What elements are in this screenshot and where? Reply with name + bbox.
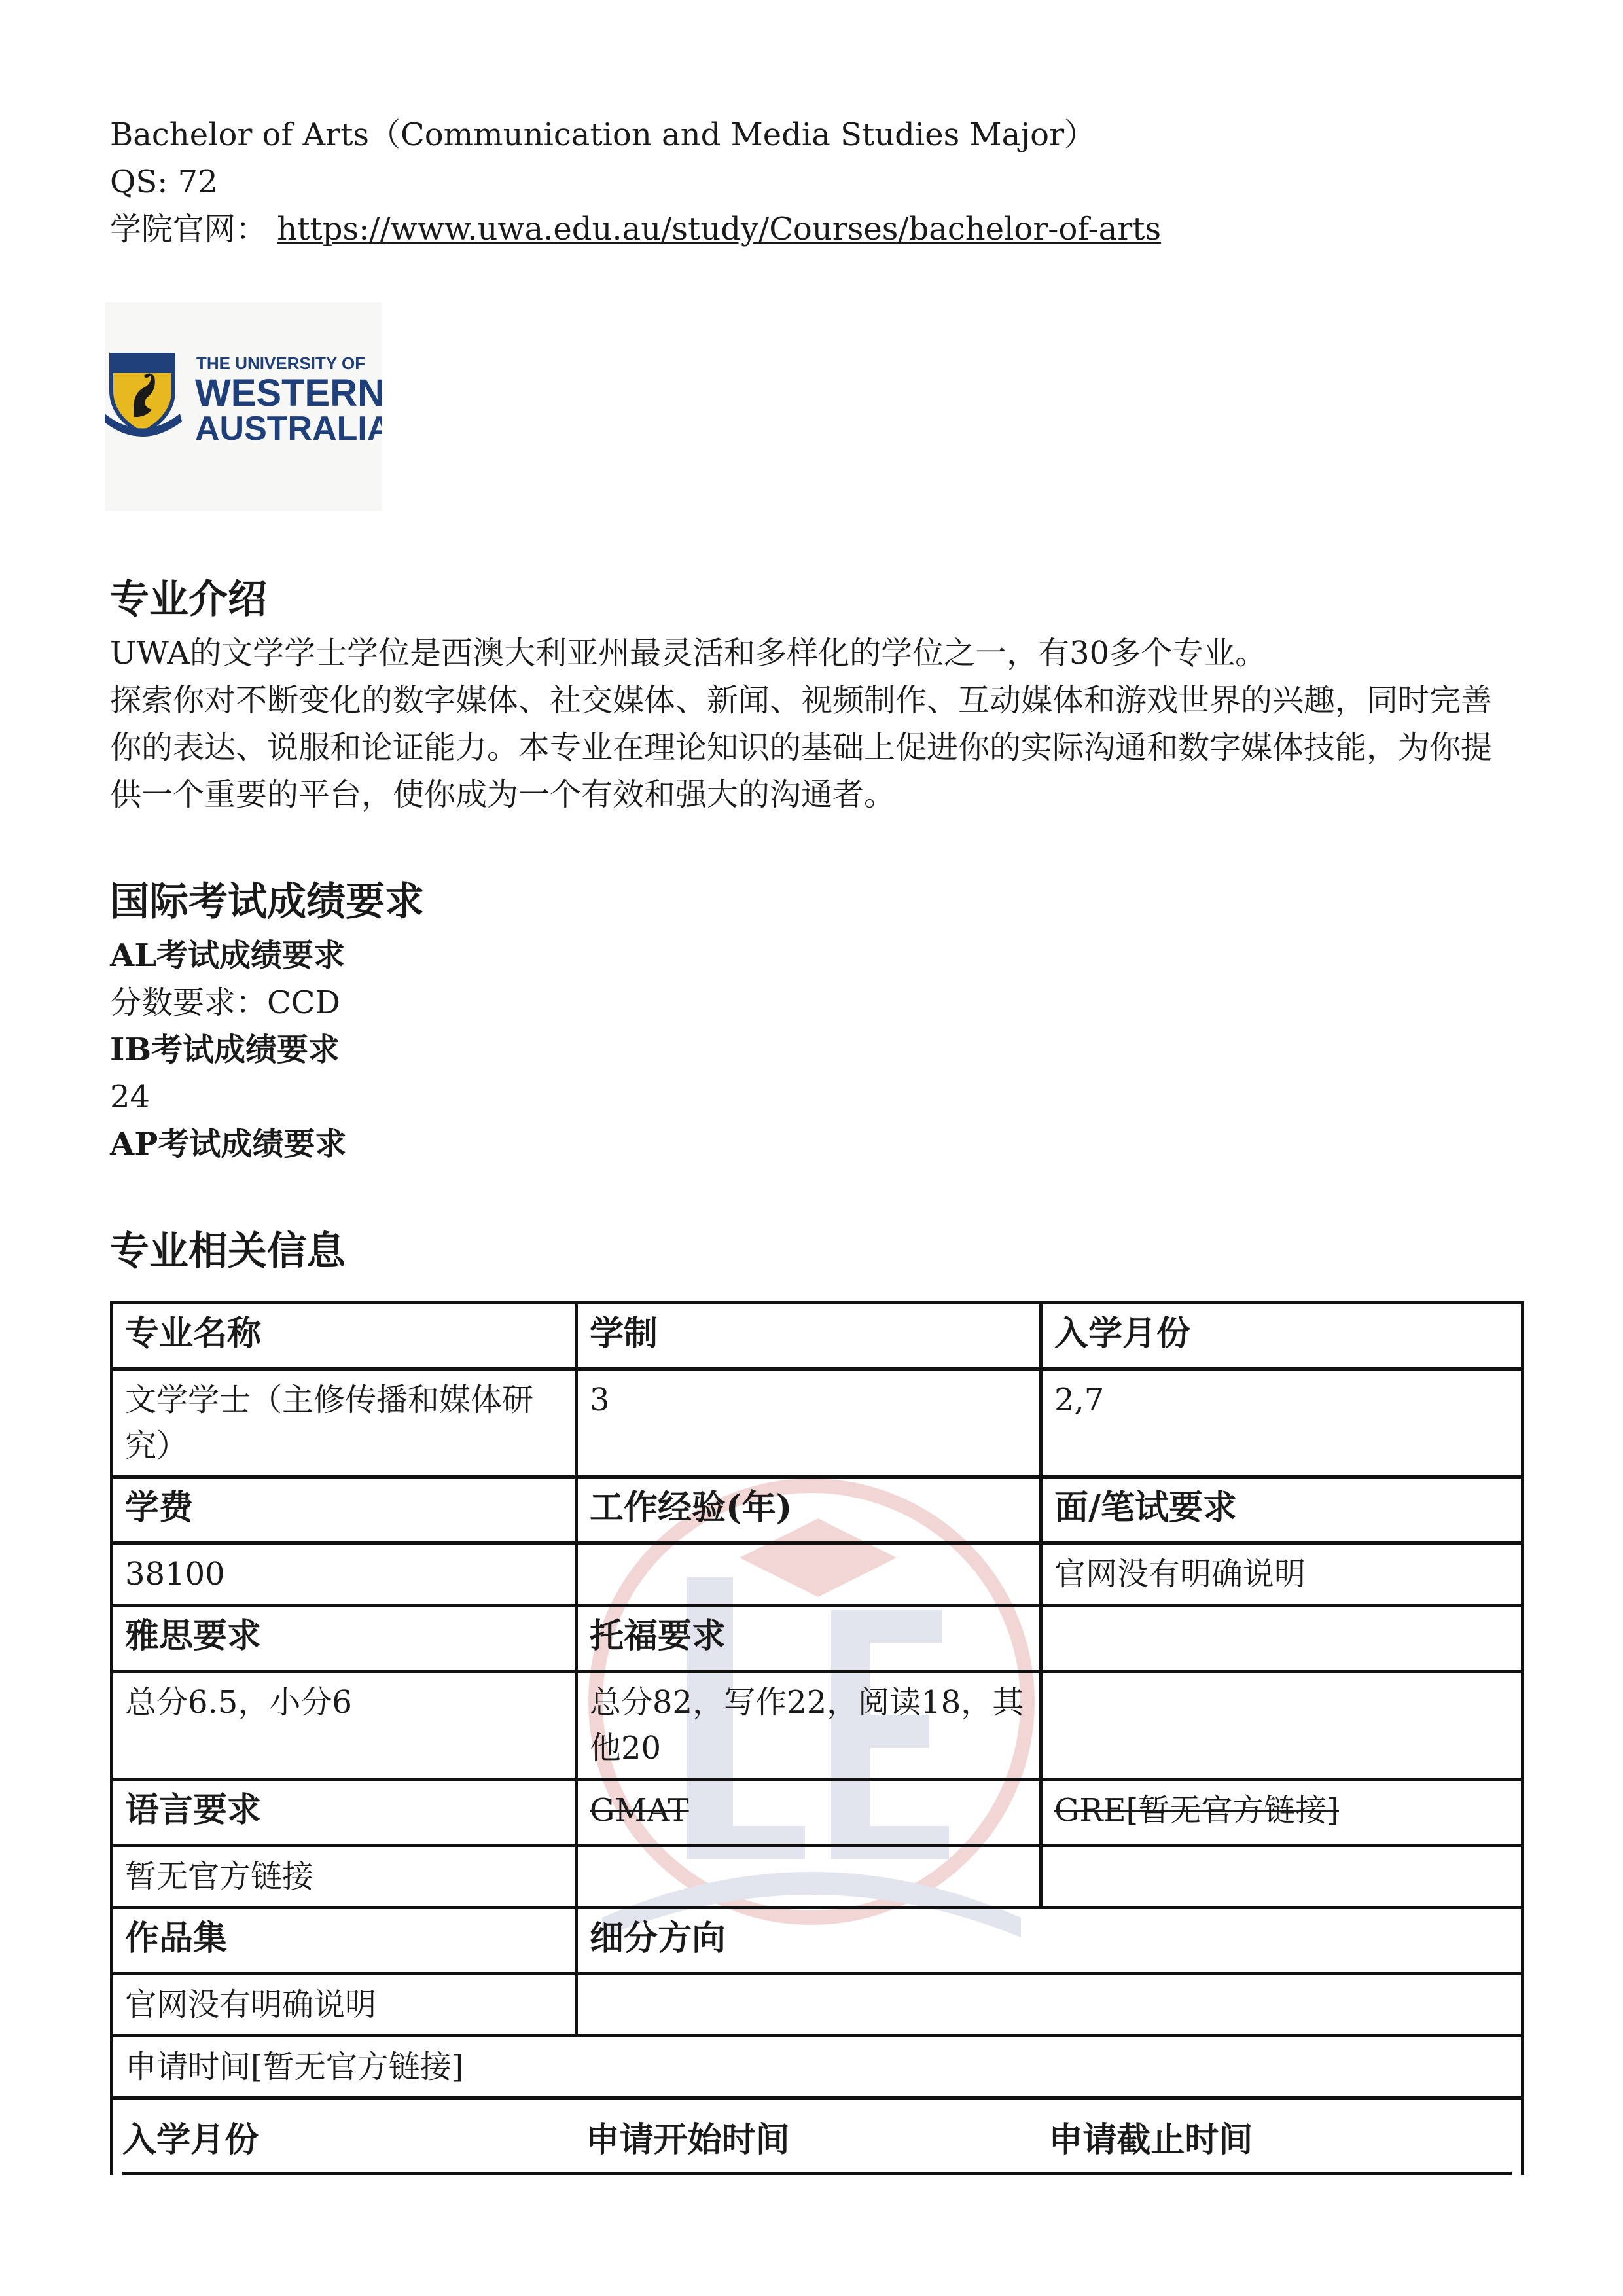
exam-requirements — [110, 932, 1517, 1168]
table-row — [112, 2036, 1523, 2098]
header-cell-language: 语言要求 — [112, 1780, 577, 1846]
schedule-cell — [112, 2098, 1523, 2176]
header-cell-toefl: 托福要求 — [577, 1605, 1041, 1672]
empty-cell — [1041, 1605, 1523, 1672]
uwa-logo-graphic — [105, 302, 382, 511]
table-row — [112, 1369, 1523, 1477]
intro-paragraph-1: UWA的文学学士学位是西澳大利亚州最灵活和多样化的学位之一，有30多个专业。 — [110, 635, 1267, 672]
empty-cell — [577, 1846, 1041, 1908]
header-cell-portfolio: 作品集 — [112, 1908, 577, 1974]
cell-interview: 官网没有明确说明 — [1041, 1543, 1523, 1605]
logo-line-2: WESTERN — [195, 372, 382, 414]
schedule-col-deadline: 申请截止时间 — [1048, 2120, 1253, 2160]
cell-intake: 2,7 — [1041, 1369, 1523, 1477]
cell-direction — [577, 1974, 1523, 2036]
cell-language: 暂无官方链接 — [112, 1846, 577, 1908]
logo-line-1: THE UNIVERSITY OF — [196, 353, 366, 373]
schedule-header-row — [122, 2113, 1512, 2175]
table-row — [112, 1780, 1523, 1846]
cell-name: 文学学士（主修传播和媒体研究） — [112, 1369, 577, 1477]
cell-portfolio: 官网没有明确说明 — [112, 1974, 577, 2036]
table-row — [112, 1974, 1523, 2036]
program-info-table — [110, 1301, 1524, 2175]
header-cell-tuition: 学费 — [112, 1477, 577, 1543]
schedule-col-intake: 入学月份 — [122, 2120, 259, 2160]
intro-body — [110, 630, 1517, 818]
empty-cell — [1041, 1672, 1523, 1780]
header-cell-gmat: GMAT — [577, 1780, 1041, 1846]
website-link[interactable]: https://www.uwa.edu.au/study/Courses/bachelor-of-arts — [277, 211, 1162, 247]
website-label: 学院官网： — [110, 211, 268, 247]
cell-duration: 3 — [577, 1369, 1041, 1477]
table-row — [112, 2098, 1523, 2176]
cell-tuition: 38100 — [112, 1543, 577, 1605]
header-cell-direction: 细分方向 — [577, 1908, 1523, 1974]
cell-ielts: 总分6.5，小分6 — [112, 1672, 577, 1780]
table-row — [112, 1303, 1523, 1369]
logo-line-3: AUSTRALIA — [195, 410, 382, 448]
table-row — [112, 1605, 1523, 1672]
website-row — [110, 206, 1161, 253]
schedule-col-start: 申请开始时间 — [585, 2120, 790, 2160]
header-cell-duration: 学制 — [577, 1303, 1041, 1369]
header-cell-gre: GRE[暂无官方链接] — [1041, 1780, 1523, 1846]
header-cell-interview: 面/笔试要求 — [1041, 1477, 1523, 1543]
ib-value: 24 — [110, 1079, 151, 1115]
header-cell-intake: 入学月份 — [1041, 1303, 1523, 1369]
table-row — [112, 1672, 1523, 1780]
header-cell-ielts: 雅思要求 — [112, 1605, 577, 1672]
al-title: AL考试成绩要求 — [110, 937, 345, 974]
header-cell-work: 工作经验(年) — [577, 1477, 1041, 1543]
program-title: Bachelor of Arts（Communication and Media Studies Major） — [110, 117, 1096, 153]
university-logo — [105, 302, 382, 511]
qs-ranking: QS: 72 — [110, 164, 218, 200]
intro-paragraph-2: 探索你对不断变化的数字媒体、社交媒体、新闻、视频制作、互动媒体和游戏世界的兴趣，同时完善你的表达、说服和论证能力。本专业在理论知识的基础上促进你的实际沟通和数字媒体技能，为你提供一个重要的平台，使你成为一个有效和强大的沟通者。 — [110, 682, 1493, 813]
cell-toefl: 总分82，写作22，阅读18，其他20 — [577, 1672, 1041, 1780]
crest-chief — [111, 355, 173, 373]
intro-heading: 专业介绍 — [110, 577, 267, 622]
al-value: 分数要求：CCD — [110, 984, 340, 1021]
cell-work — [577, 1543, 1041, 1605]
header — [110, 111, 1161, 253]
header-cell-name: 专业名称 — [112, 1303, 577, 1369]
cell-application-time: 申请时间[暂无官方链接] — [112, 2036, 1523, 2098]
table-row — [112, 1477, 1523, 1543]
table-row — [112, 1846, 1523, 1908]
exam-heading: 国际考试成绩要求 — [110, 879, 424, 925]
empty-cell — [1041, 1846, 1523, 1908]
table-row — [112, 1543, 1523, 1605]
info-heading: 专业相关信息 — [110, 1229, 346, 1274]
ib-title: IB考试成绩要求 — [110, 1031, 340, 1068]
ap-title: AP考试成绩要求 — [110, 1126, 347, 1162]
table-row — [112, 1908, 1523, 1974]
